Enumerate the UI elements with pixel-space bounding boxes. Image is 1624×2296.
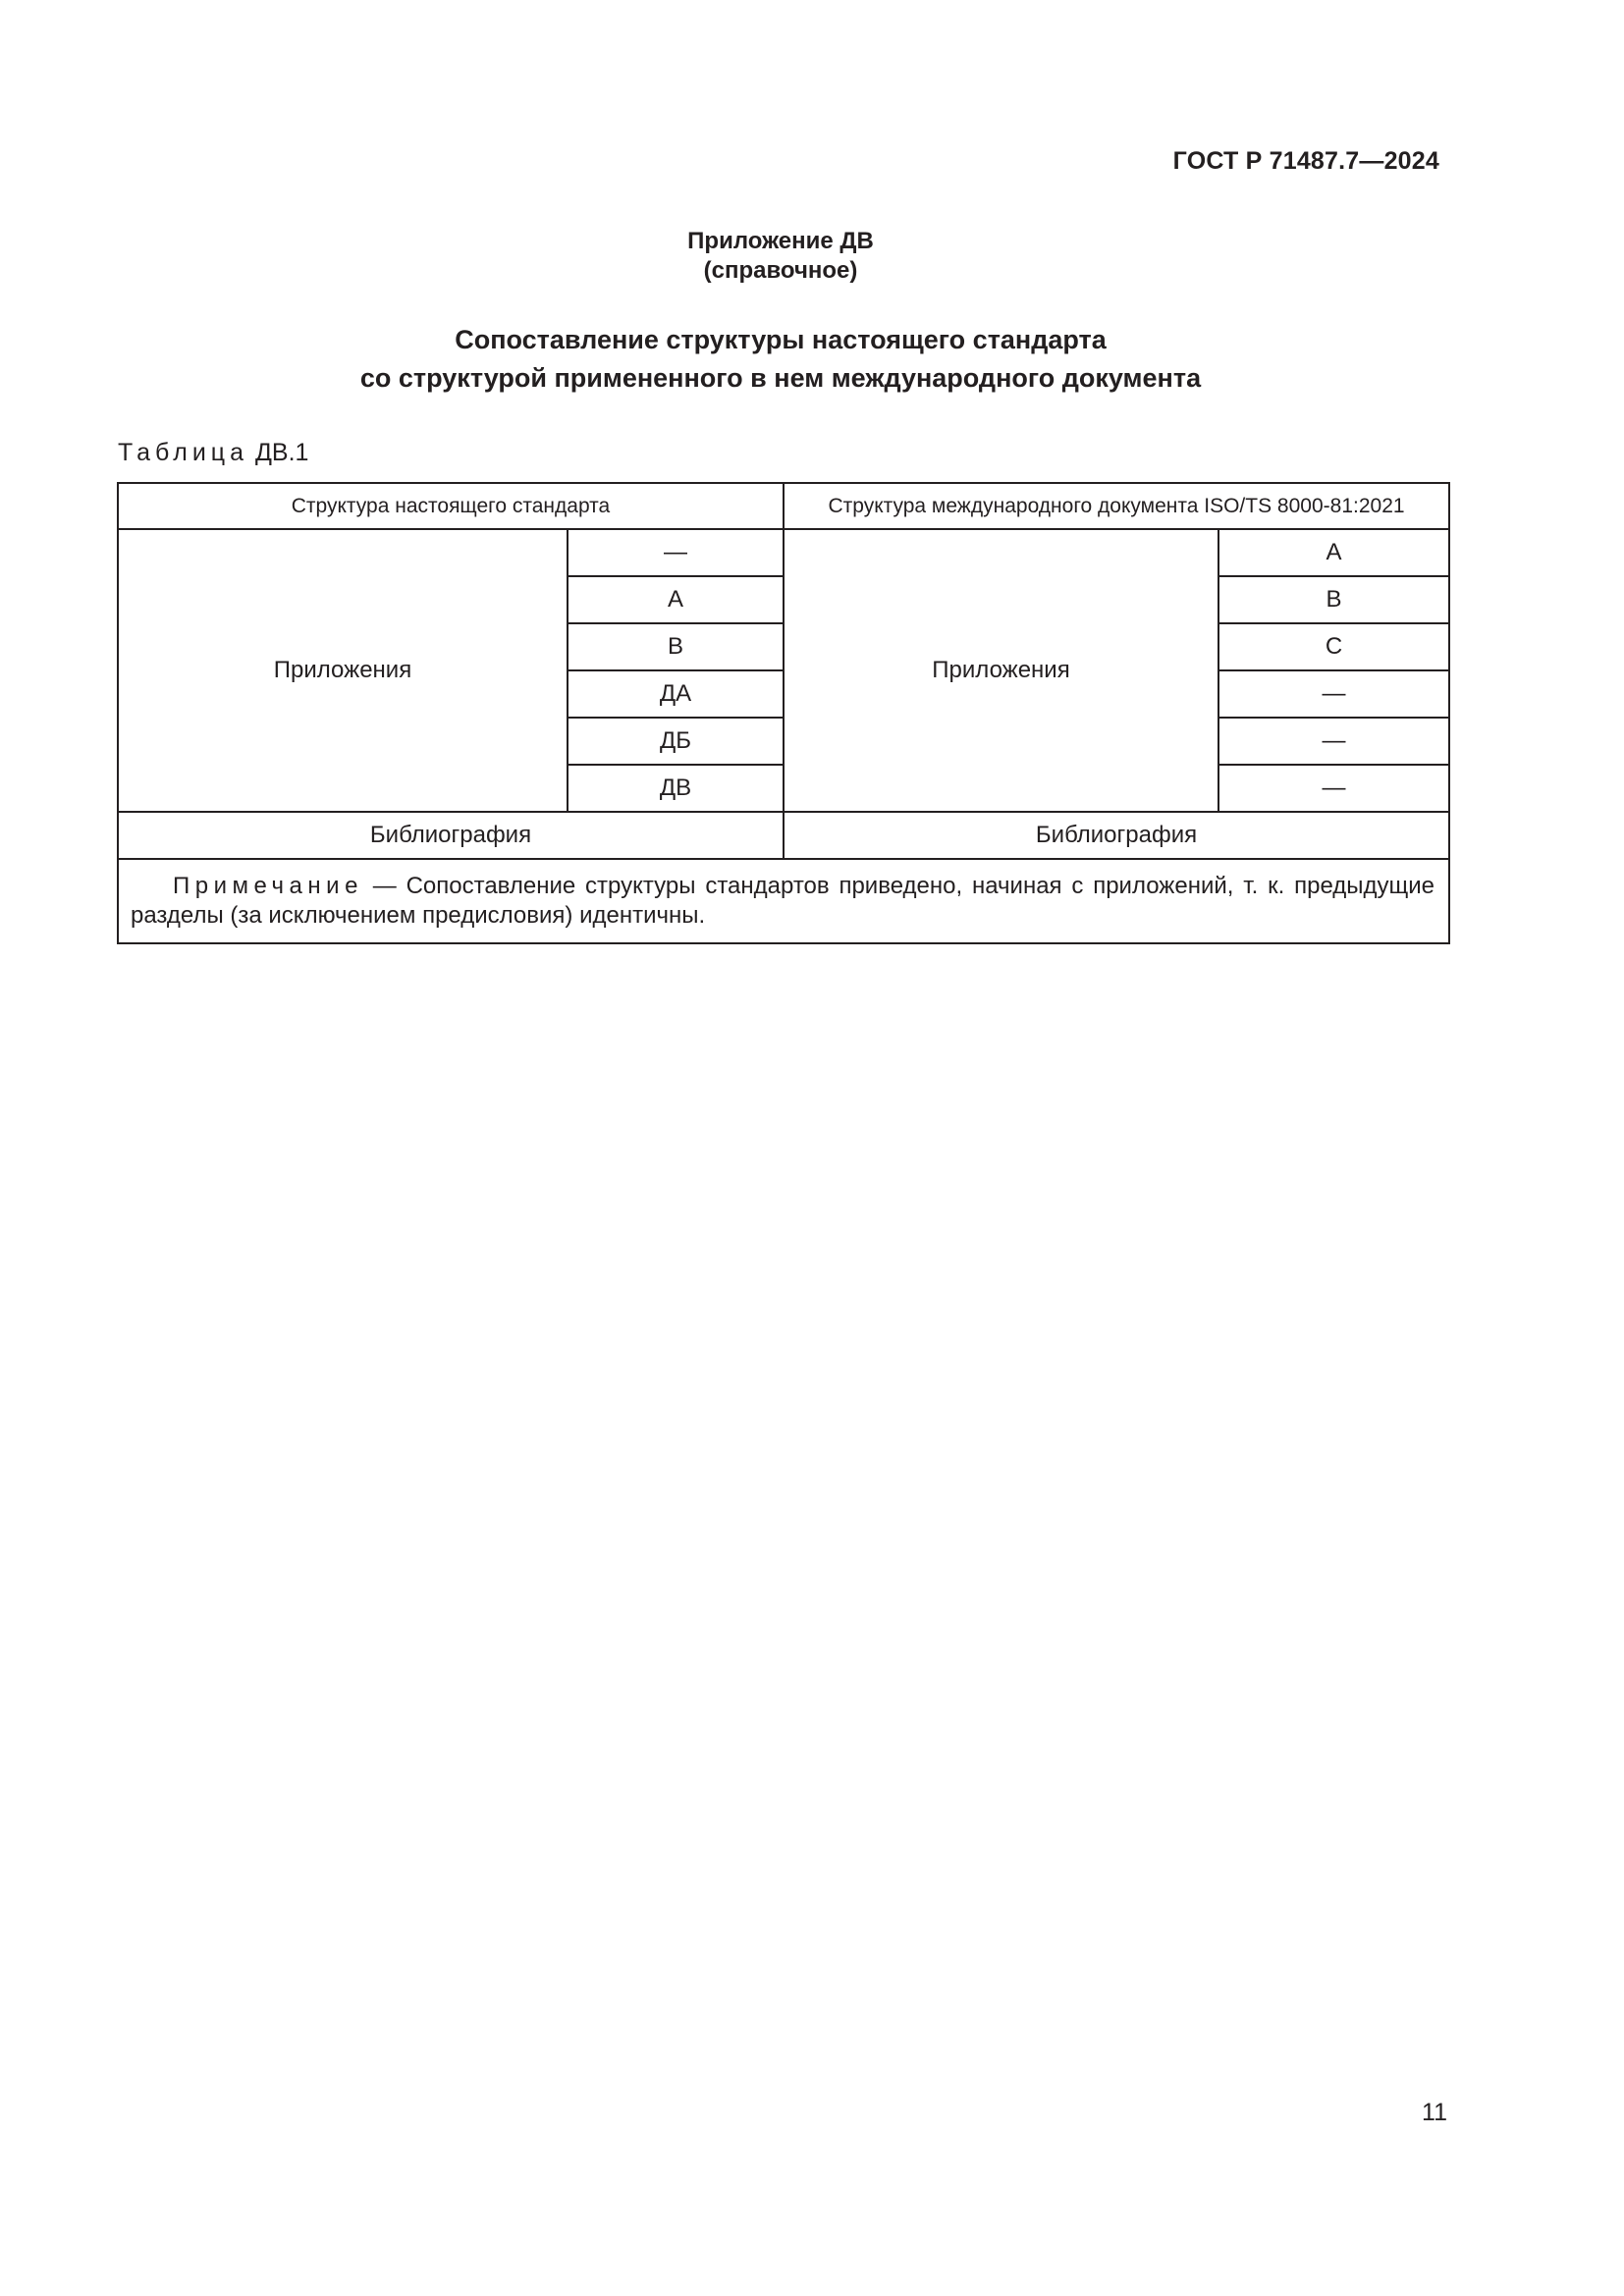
column-header-international-document: Структура международного документа ISO/TS 8000-81:2021 — [784, 483, 1449, 529]
annex-title-line-1: Сопоставление структуры настоящего стандарта — [455, 325, 1107, 354]
note-row — [118, 859, 1449, 943]
structure-comparison-table — [117, 482, 1450, 944]
right-bibliography: Библиография — [784, 812, 1449, 859]
left-group-annexes: Приложения — [118, 529, 568, 812]
right-annex-cell: С — [1218, 623, 1449, 670]
left-annex-cell: А — [568, 576, 784, 623]
right-annex-cell: В — [1218, 576, 1449, 623]
table-row — [118, 529, 1449, 576]
right-annex-cell: — — [1218, 718, 1449, 765]
table-note — [118, 859, 1449, 943]
right-annex-cell: — — [1218, 765, 1449, 812]
annex-label: Приложение ДВ — [687, 228, 874, 254]
left-bibliography: Библиография — [118, 812, 784, 859]
table-caption-number: ДВ.1 — [254, 439, 309, 466]
table-caption — [118, 439, 308, 467]
left-annex-cell: В — [568, 623, 784, 670]
document-code: ГОСТ Р 71487.7—2024 — [1172, 147, 1439, 175]
left-annex-cell: — — [568, 529, 784, 576]
left-annex-cell: ДБ — [568, 718, 784, 765]
left-annex-cell: ДВ — [568, 765, 784, 812]
annex-heading — [0, 227, 1561, 286]
right-annex-cell: — — [1218, 670, 1449, 718]
annex-type: (справочное) — [703, 257, 858, 284]
note-text: — Сопоставление структуры стандартов приведено, начиная с приложений, т. к. предыдущие разделы (за исключением предисловия) идентичны. — [131, 873, 1435, 929]
page-number: 11 — [1422, 2099, 1447, 2126]
table-caption-label: Таблица — [118, 439, 249, 466]
annex-title-line-2: со структурой примененного в нем международного документа — [359, 363, 1202, 393]
table-header-row — [118, 483, 1449, 529]
annex-title — [0, 321, 1561, 398]
left-annex-cell: ДА — [568, 670, 784, 718]
column-header-this-standard: Структура настоящего стандарта — [118, 483, 784, 529]
right-group-annexes: Приложения — [784, 529, 1218, 812]
note-label: Примечание — [173, 873, 363, 899]
right-annex-cell: А — [1218, 529, 1449, 576]
bibliography-row — [118, 812, 1449, 859]
